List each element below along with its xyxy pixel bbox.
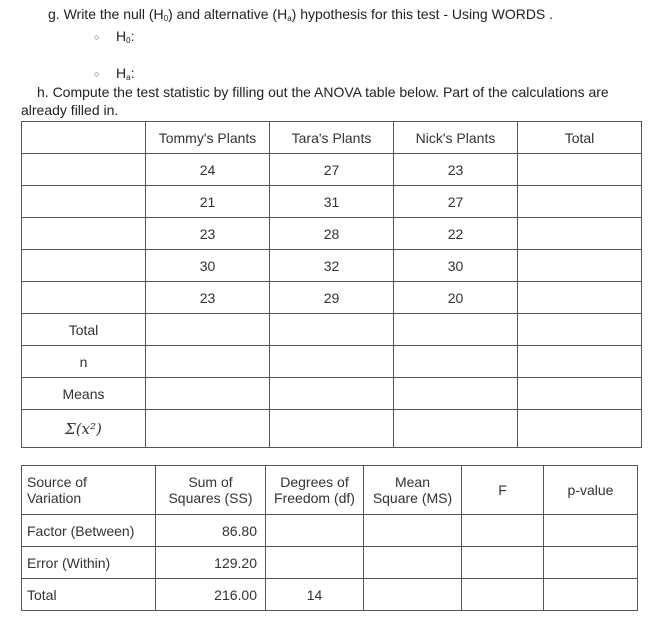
ms-total-cell[interactable] bbox=[364, 579, 462, 611]
df-within-cell[interactable] bbox=[266, 547, 364, 579]
row-total-cell[interactable] bbox=[518, 250, 642, 282]
row-total-cell[interactable] bbox=[518, 154, 642, 186]
table-row bbox=[22, 250, 642, 282]
tara-value: 29 bbox=[270, 282, 394, 314]
f-within-cell[interactable] bbox=[462, 547, 544, 579]
header-nicks-plants: Nick's Plants bbox=[394, 122, 518, 154]
tommy-n-cell[interactable] bbox=[146, 346, 270, 378]
sigma-x-squared-label: Σ(x²) bbox=[22, 410, 146, 448]
header-degrees-of-freedom bbox=[266, 466, 364, 515]
header-source-text: Source of Variation bbox=[27, 474, 87, 506]
header-mean-square bbox=[364, 466, 462, 515]
tara-n-cell[interactable] bbox=[270, 346, 394, 378]
tara-value: 31 bbox=[270, 186, 394, 218]
header-ss-text: Sum of Squares (SS) bbox=[168, 474, 253, 506]
nick-value: 30 bbox=[394, 250, 518, 282]
df-total: 14 bbox=[266, 579, 364, 611]
alternative-hypothesis-label bbox=[116, 65, 134, 82]
bullet-circle-icon: ○ bbox=[94, 69, 100, 79]
h0-letter: H bbox=[116, 28, 127, 44]
question-g-text-end: ) hypothesis for this test - Using WORDS . bbox=[291, 6, 554, 22]
n-label: n bbox=[22, 346, 146, 378]
nick-value: 20 bbox=[394, 282, 518, 314]
table-row bbox=[22, 218, 642, 250]
header-cell-empty bbox=[22, 122, 146, 154]
f-cell[interactable] bbox=[462, 515, 544, 547]
h0-subscript: 0 bbox=[163, 14, 169, 23]
tommy-mean-cell[interactable] bbox=[146, 378, 270, 410]
header-tommys-plants: Tommy's Plants bbox=[146, 122, 270, 154]
table-row bbox=[22, 282, 642, 314]
tara-value: 27 bbox=[270, 154, 394, 186]
total-sigma-cell[interactable] bbox=[518, 410, 642, 448]
question-g-text-start: g. Write the null (H bbox=[48, 6, 164, 22]
row-label-cell[interactable] bbox=[22, 218, 146, 250]
nick-value: 23 bbox=[394, 154, 518, 186]
source-factor-between: Factor (Between) bbox=[22, 515, 156, 547]
h0-label-sub: 0 bbox=[126, 36, 131, 45]
anova-row-total bbox=[22, 579, 638, 611]
total-mean-cell[interactable] bbox=[518, 378, 642, 410]
tommy-value: 23 bbox=[146, 218, 270, 250]
row-total-cell[interactable] bbox=[518, 282, 642, 314]
table-header-row bbox=[22, 122, 642, 154]
nick-mean-cell[interactable] bbox=[394, 378, 518, 410]
ms-within-cell[interactable] bbox=[364, 547, 462, 579]
tommy-sigma-cell[interactable] bbox=[146, 410, 270, 448]
question-h-line1: h. Compute the test statistic by filling out the ANOVA table below. Part of the calculations are bbox=[37, 84, 609, 100]
totals-row bbox=[22, 314, 642, 346]
table-row bbox=[22, 154, 642, 186]
header-sum-of-squares bbox=[156, 466, 266, 515]
header-source-of-variation bbox=[22, 466, 156, 515]
bullet-circle-icon: ○ bbox=[94, 32, 100, 42]
row-label-cell[interactable] bbox=[22, 186, 146, 218]
df-between-cell[interactable] bbox=[266, 515, 364, 547]
tara-value: 28 bbox=[270, 218, 394, 250]
anova-row-between bbox=[22, 515, 638, 547]
anova-header-row bbox=[22, 466, 638, 515]
tommy-value: 23 bbox=[146, 282, 270, 314]
question-g bbox=[48, 6, 553, 23]
n-row bbox=[22, 346, 642, 378]
header-df-text: Degrees of Freedom (df) bbox=[274, 474, 355, 506]
question-g-text-mid: ) and alternative (H bbox=[168, 6, 288, 22]
null-hypothesis-label bbox=[116, 28, 134, 45]
tara-value: 32 bbox=[270, 250, 394, 282]
row-label-cell[interactable] bbox=[22, 282, 146, 314]
p-value-cell[interactable] bbox=[544, 515, 638, 547]
h0-colon: : bbox=[130, 28, 135, 44]
nick-total-cell[interactable] bbox=[394, 314, 518, 346]
tara-total-cell[interactable] bbox=[270, 314, 394, 346]
ha-letter: H bbox=[116, 65, 127, 81]
nick-value: 22 bbox=[394, 218, 518, 250]
row-total-cell[interactable] bbox=[518, 218, 642, 250]
nick-n-cell[interactable] bbox=[394, 346, 518, 378]
ha-colon: : bbox=[130, 65, 135, 81]
source-total: Total bbox=[22, 579, 156, 611]
header-f: F bbox=[462, 466, 544, 515]
tommy-value: 30 bbox=[146, 250, 270, 282]
row-label-cell[interactable] bbox=[22, 154, 146, 186]
tara-mean-cell[interactable] bbox=[270, 378, 394, 410]
means-label: Means bbox=[22, 378, 146, 410]
header-total: Total bbox=[518, 122, 642, 154]
means-row bbox=[22, 378, 642, 410]
tommy-value: 24 bbox=[146, 154, 270, 186]
p-value-total-cell[interactable] bbox=[544, 579, 638, 611]
nick-sigma-cell[interactable] bbox=[394, 410, 518, 448]
tommy-value: 21 bbox=[146, 186, 270, 218]
row-label-cell[interactable] bbox=[22, 250, 146, 282]
question-h-line2: already filled in. bbox=[21, 102, 119, 118]
table-row bbox=[22, 186, 642, 218]
ss-between: 86.80 bbox=[156, 515, 266, 547]
ha-subscript: a bbox=[287, 14, 292, 23]
ha-label-sub: a bbox=[126, 73, 131, 82]
plants-data-table bbox=[21, 121, 642, 448]
tara-sigma-cell[interactable] bbox=[270, 410, 394, 448]
ss-total: 216.00 bbox=[156, 579, 266, 611]
p-value-within-cell[interactable] bbox=[544, 547, 638, 579]
source-error-within: Error (Within) bbox=[22, 547, 156, 579]
f-total-cell[interactable] bbox=[462, 579, 544, 611]
ss-within: 129.20 bbox=[156, 547, 266, 579]
tommy-total-cell[interactable] bbox=[146, 314, 270, 346]
header-taras-plants: Tara's Plants bbox=[270, 122, 394, 154]
header-p-value: p-value bbox=[544, 466, 638, 515]
header-ms-text: Mean Square (MS) bbox=[372, 474, 453, 506]
total-n-cell[interactable] bbox=[518, 346, 642, 378]
anova-row-within bbox=[22, 547, 638, 579]
nick-value: 27 bbox=[394, 186, 518, 218]
sum-of-squares-row bbox=[22, 410, 642, 448]
anova-table bbox=[21, 465, 638, 611]
totals-label: Total bbox=[22, 314, 146, 346]
row-total-cell[interactable] bbox=[518, 186, 642, 218]
ms-between-cell[interactable] bbox=[364, 515, 462, 547]
grand-total-cell[interactable] bbox=[518, 314, 642, 346]
